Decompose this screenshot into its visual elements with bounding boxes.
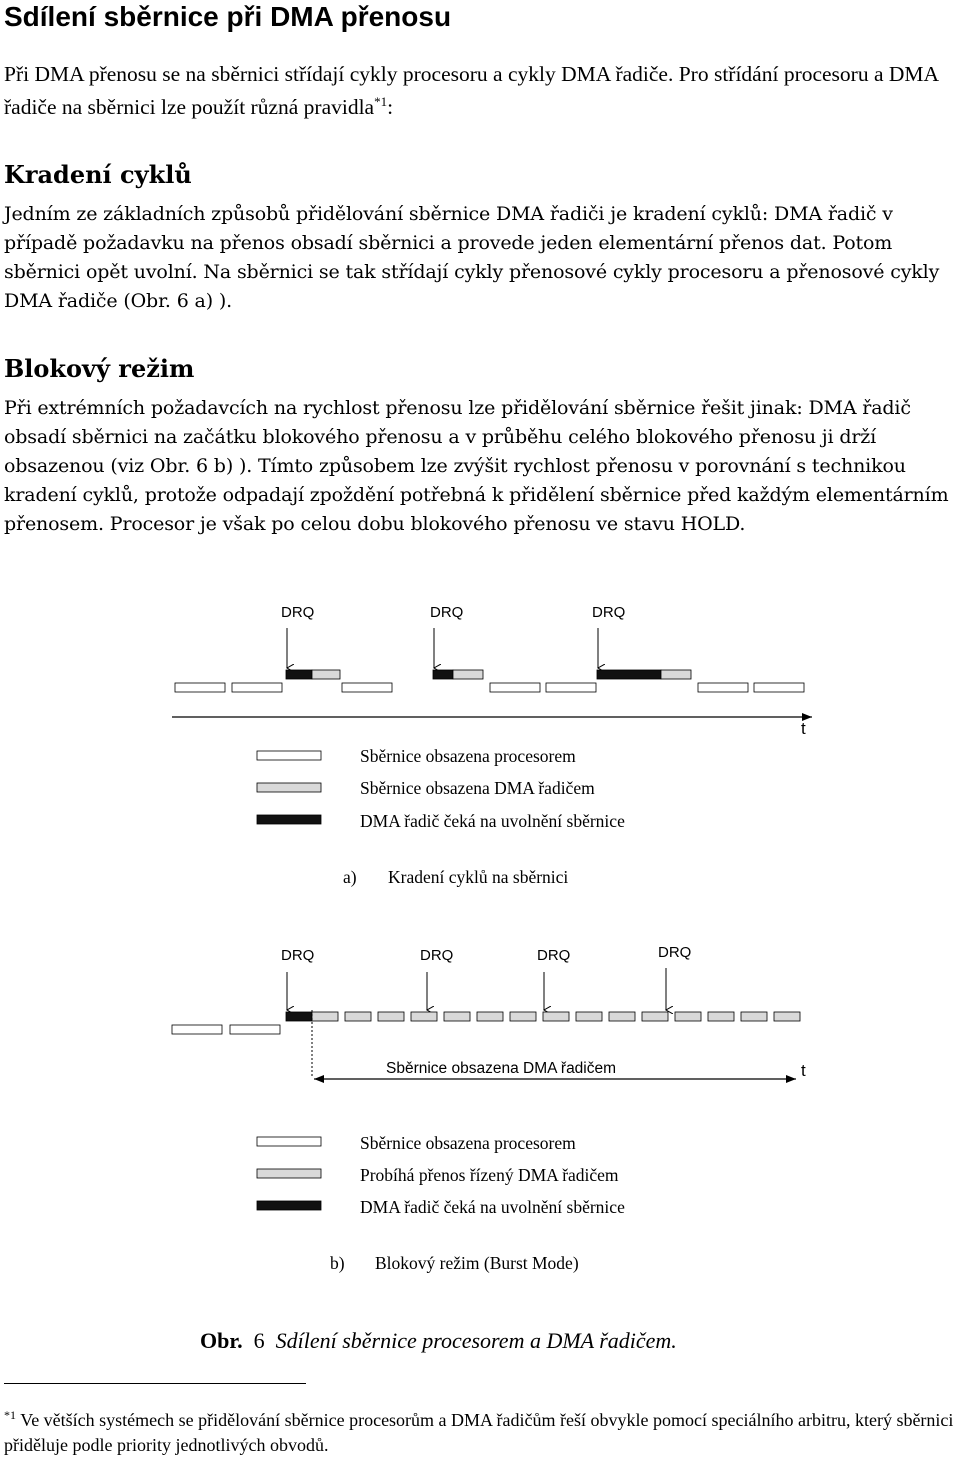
- dma-bar: [609, 1012, 635, 1021]
- dma-bar: [312, 670, 340, 679]
- dma-bar: [312, 1012, 338, 1021]
- legend-label: DMA řadič čeká na uvolnění sběrnice: [360, 1197, 625, 1217]
- subfigure-caption: Blokový režim (Burst Mode): [375, 1253, 579, 1273]
- subfigure-letter: a): [343, 867, 357, 887]
- drq-label: DRQ: [658, 944, 692, 961]
- wait-bar: [286, 1012, 312, 1021]
- time-label: t: [801, 719, 806, 738]
- footnote: [4, 1408, 956, 1458]
- drq-label: DRQ: [420, 947, 454, 964]
- footnote-mark: *1: [4, 1408, 16, 1422]
- wait-bar: [286, 670, 312, 679]
- dma-bar: [642, 1012, 668, 1021]
- legend-swatch-dma: [257, 783, 321, 792]
- dma-bar: [675, 1012, 701, 1021]
- footnote-text: Ve větších systémech se přidělování sběrnice procesorům a DMA řadičům řeší obvykle pomocí speciálního arbitru, který sběrnici přiděluje podle priority jednotlivých obvodů.: [4, 1410, 954, 1455]
- dma-bar: [741, 1012, 767, 1021]
- dma-bar: [378, 1012, 404, 1021]
- figure-caption: [200, 1326, 900, 1356]
- legend-label: Sběrnice obsazena procesorem: [360, 746, 576, 766]
- dma-bar: [345, 1012, 371, 1021]
- drq-label: DRQ: [430, 604, 464, 621]
- dma-bar: [510, 1012, 536, 1021]
- dma-bar: [708, 1012, 734, 1021]
- section-body-block-mode: Při extrémních požadavcích na rychlost přenosu lze přidělování sběrnice řešit jinak: DMA řadič obsadí sběrnici na začátku blokového přenosu a v průběhu celého blokového přenosu ji drží obsazenou (viz Obr. 6 b) ). Tímto způsobem lze zvýšit rychlost přenosu v porovnání s technikou kradení cyklů, protože odpadají zpoždění potřebná k přidělení sběrnice před každým elementárním přenosem. Procesor je však po celou dobu blokového přenosu ve stavu HOLD.: [4, 397, 949, 535]
- legend-label: Sběrnice obsazena procesorem: [360, 1133, 576, 1153]
- dma-bar: [444, 1012, 470, 1021]
- intro-text: Při DMA přenosu se na sběrnici střídají cykly procesoru a cykly DMA řadiče. Pro střídání procesoru a DMA řadiče na sběrnici lze použít různá pravidla: [4, 62, 938, 119]
- footnote-ref: *1: [374, 94, 388, 109]
- dma-bar: [661, 670, 691, 679]
- subfigure-caption: Kradení cyklů na sběrnici: [388, 867, 569, 887]
- dma-bar: [543, 1012, 569, 1021]
- legend-label: Probíhá přenos řízený DMA řadičem: [360, 1165, 619, 1185]
- dma-bar: [576, 1012, 602, 1021]
- processor-bars: [172, 1025, 280, 1034]
- section-heading-cycle-stealing: Kradení cyklů: [4, 160, 192, 189]
- intro-paragraph: [4, 58, 954, 124]
- footnote-divider: [4, 1383, 306, 1384]
- drq-label: DRQ: [281, 604, 315, 621]
- legend-swatch-wait: [257, 1201, 321, 1210]
- caption-label: Obr.: [200, 1328, 243, 1353]
- burst-span-label: Sběrnice obsazena DMA řadičem: [386, 1060, 617, 1077]
- time-label: t: [801, 1061, 806, 1080]
- wait-bar: [433, 670, 453, 679]
- dma-bar: [477, 1012, 503, 1021]
- subfigure-letter: b): [330, 1253, 345, 1273]
- legend-swatch-wait: [257, 815, 321, 824]
- dma-bar: [411, 1012, 437, 1021]
- processor-bars: [175, 683, 804, 692]
- legend-label: Sběrnice obsazena DMA řadičem: [360, 778, 595, 798]
- figure-bus-sharing: [0, 580, 960, 1300]
- figure-a: [172, 604, 812, 887]
- drq-label: DRQ: [592, 604, 626, 621]
- legend-label: DMA řadič čeká na uvolnění sběrnice: [360, 811, 625, 831]
- legend-swatch-processor: [257, 1137, 321, 1146]
- section-heading-block-mode: Blokový režim: [4, 354, 195, 383]
- legend-swatch-processor: [257, 751, 321, 760]
- dma-bar: [453, 670, 483, 679]
- section-body-cycle-stealing: Jedním ze základních způsobů přidělování sběrnice DMA řadiči je kradení cyklů: DMA řadič v případě požadavku na přenos obsadí sběrnici a provede jeden elementární přenos dat. Potom sběrnici opět uvolní. Na sběrnici se tak střídají cykly přenosové cykly procesoru a přenosové cykly DMA řadiče (Obr. 6 a) ).: [4, 203, 940, 312]
- caption-text: Sdílení sběrnice procesorem a DMA řadičem.: [275, 1328, 677, 1353]
- legend-swatch-dma: [257, 1169, 321, 1178]
- intro-tail: :: [387, 95, 394, 119]
- figure-b: [172, 944, 806, 1273]
- drq-label: DRQ: [537, 947, 571, 964]
- page-title: Sdílení sběrnice při DMA přenosu: [4, 1, 452, 32]
- drq-label: DRQ: [281, 947, 315, 964]
- caption-number: 6: [253, 1328, 265, 1353]
- dma-bar: [774, 1012, 800, 1021]
- wait-bar: [597, 670, 661, 679]
